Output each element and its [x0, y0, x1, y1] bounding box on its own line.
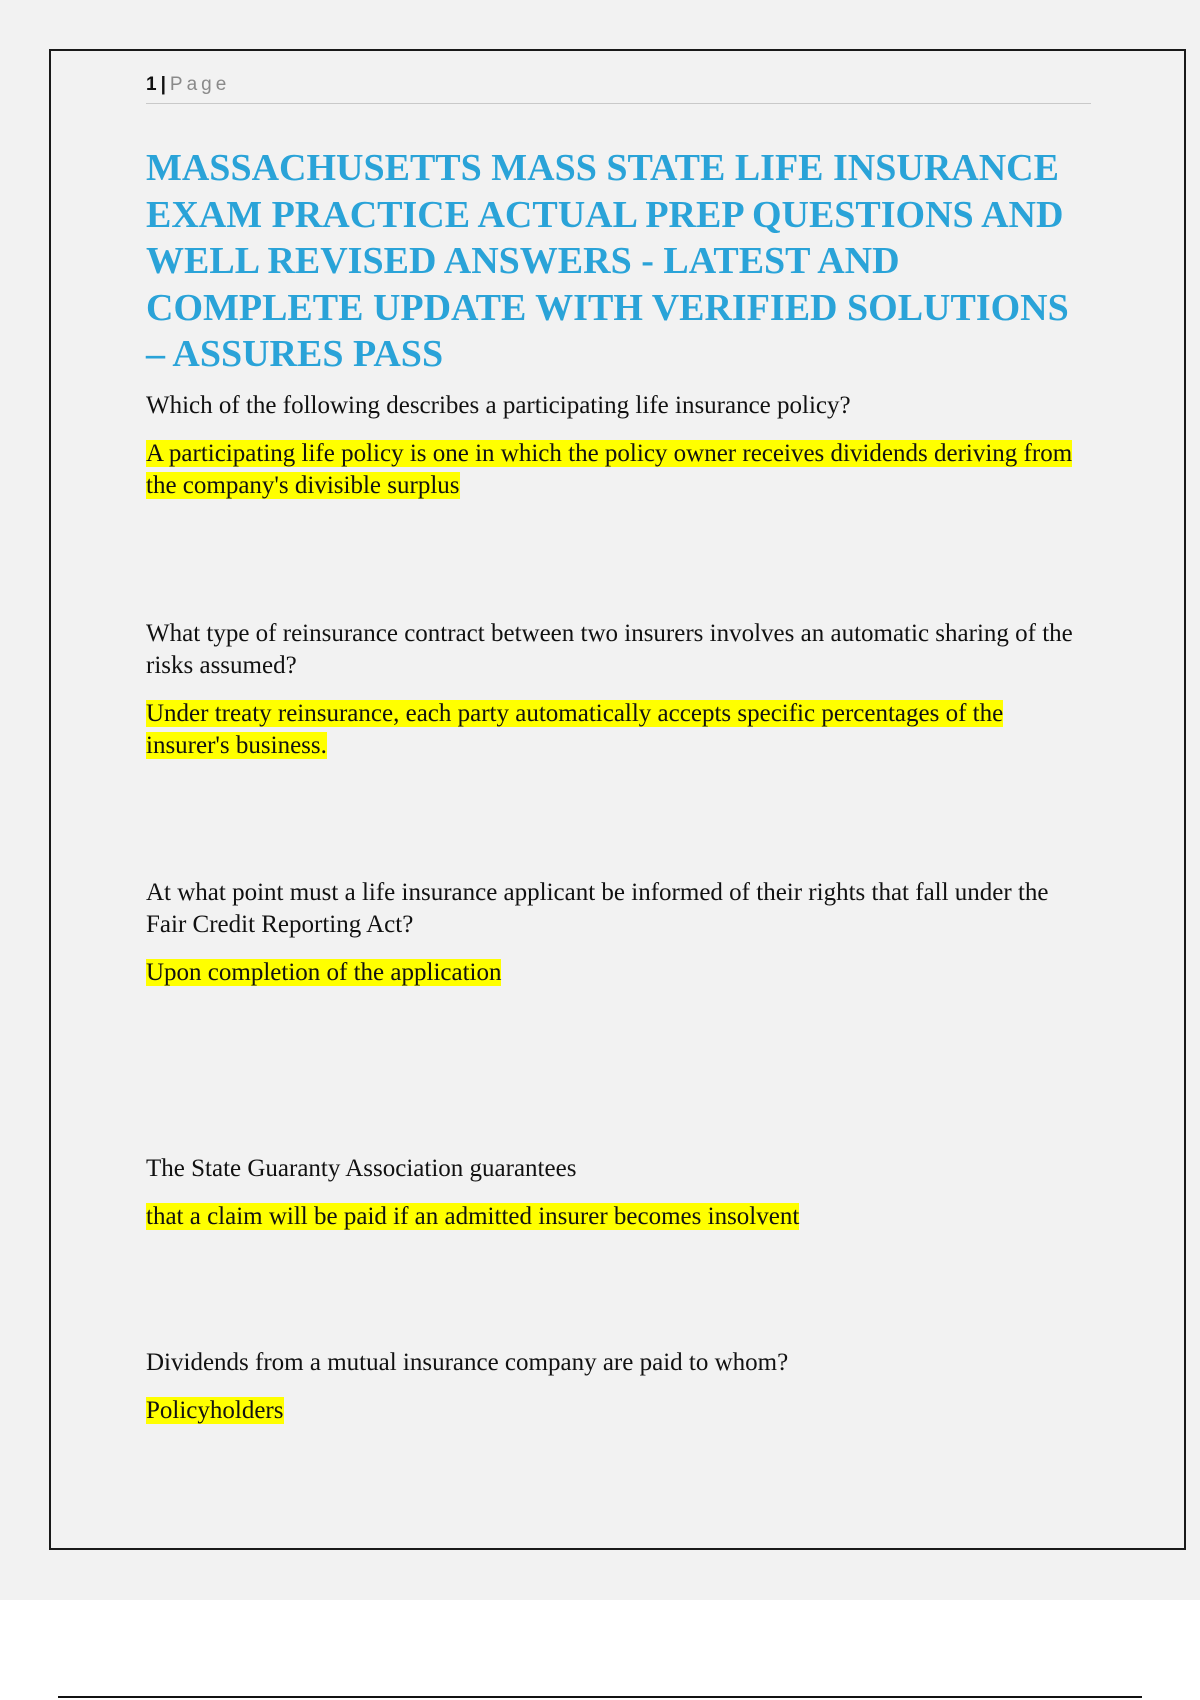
question-text: What type of reinsurance contract between two insurers involves an automatic sharing of the risks assumed?	[146, 620, 1073, 679]
qa-item-5	[146, 1347, 1091, 1427]
question-text: The State Guaranty Association guarantees	[146, 1155, 577, 1182]
answer-highlight: Upon completion of the application	[146, 959, 502, 986]
answer-text	[146, 1395, 1091, 1427]
answer-text	[146, 1201, 1091, 1233]
next-page-top-rule	[58, 1696, 1142, 1698]
question-text: Dividends from a mutual insurance company are paid to whom?	[146, 1349, 789, 1376]
qa-item-3	[146, 877, 1091, 989]
page-label: Page	[169, 74, 231, 95]
page-separator: |	[160, 74, 166, 95]
question-text: Which of the following describes a participating life insurance policy?	[146, 392, 851, 419]
page-header	[146, 70, 1091, 104]
page-number: 1	[146, 74, 157, 95]
answer-text	[146, 698, 1091, 762]
answer-text	[146, 957, 1091, 989]
qa-item-4	[146, 1153, 1091, 1233]
question-text: At what point must a life insurance applicant be informed of their rights that fall under the Fair Credit Reporting Act?	[146, 879, 1049, 938]
answer-highlight: that a claim will be paid if an admitted insurer becomes insolvent	[146, 1203, 800, 1230]
answer-text	[146, 438, 1091, 502]
document-title: MASSACHUSETTS MASS STATE LIFE INSURANCE EXAM PRACTICE ACTUAL PREP QUESTIONS AND WELL REVISED ANSWERS - LATEST AND COMPLETE UPDATE WITH VERIFIED SOLUTIONS – ASSURES PASS	[146, 147, 1069, 375]
answer-highlight: Under treaty reinsurance, each party automatically accepts specific percentages of the insurer's business.	[146, 700, 1004, 759]
qa-item-1	[146, 390, 1091, 502]
answer-highlight: Policyholders	[146, 1397, 284, 1424]
document-body	[146, 145, 1091, 1424]
answer-highlight: A participating life policy is one in which the policy owner receives dividends deriving from the company's divisible surplus	[146, 440, 1073, 499]
qa-item-2	[146, 618, 1091, 762]
